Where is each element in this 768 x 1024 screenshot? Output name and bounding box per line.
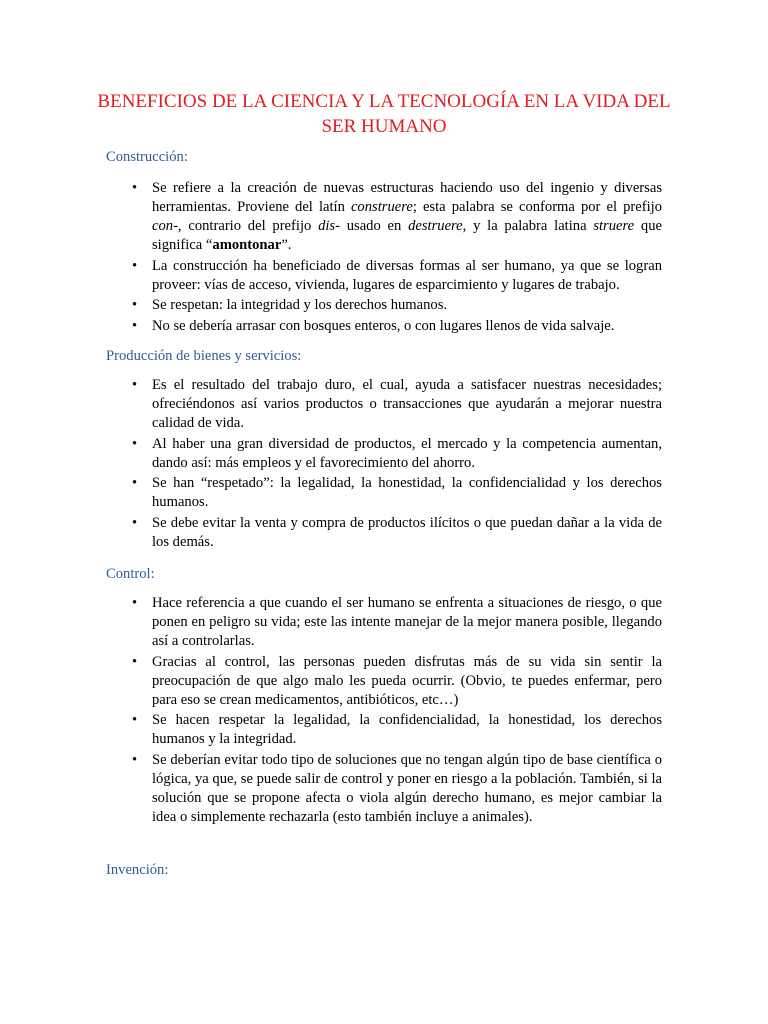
bullet-text: ; esta palabra se conforma por el prefijo	[412, 199, 662, 215]
bullet-icon: •	[132, 514, 138, 531]
bullet-item	[106, 179, 662, 255]
bullet-text: dis-	[318, 218, 340, 234]
bullet-icon: •	[132, 653, 138, 670]
bullet-item	[106, 317, 662, 336]
bullet-icon: •	[132, 435, 138, 452]
bullet-icon: •	[132, 257, 138, 274]
bullet-text: No se debería arrasar con bosques enteros, o con lugares llenos de vida salvaje.	[152, 317, 615, 334]
bullet-item	[106, 257, 662, 295]
bullet-text: Es el resultado del trabajo duro, el cual, ayuda a satisfacer nuestras necesidades; ofreciéndonos así varios productos o transacciones que ayudarán a mejorar nuestra calidad de vida.	[152, 377, 662, 431]
bullet-icon: •	[132, 595, 138, 611]
bullet-text: Se hacen respetar la legalidad, la confidencialidad, la honestidad, los derechos humanos y la integridad.	[152, 712, 662, 747]
bullet-text: Gracias al control, las personas pueden disfrutas más de su vida sin sentir la preocupación de que algo malo les pueda ocurrir. (Obvio, te puedes enfermar, pero para eso se crean medicamentos, antibióticos, etc…)	[152, 653, 662, 708]
bullet-item	[106, 514, 662, 552]
section-heading-construccion: Construcción:	[106, 149, 188, 165]
bullet-text: La construcción ha beneficiado de diversas formas al ser humano, ya que se logran proveer: vías de acceso, vivienda, lugares de esparcimiento y lugares de trabajo.	[152, 257, 662, 293]
bullet-text: struere	[593, 218, 635, 234]
section-heading-produccion: Producción de bienes y servicios:	[106, 348, 302, 364]
bullet-text: construere	[350, 199, 413, 215]
document-title: BENEFICIOS DE LA CIENCIA Y LA TECNOLOGÍA EN LA VIDA DEL SER HUMANO	[97, 91, 671, 137]
bullet-text: Al haber una gran diversidad de productos, el mercado y la competencia aumentan, dando así: más empleos y el favorecimiento del ahorro.	[152, 435, 662, 471]
bullet-icon: •	[132, 377, 138, 393]
section-heading-control: Control:	[106, 566, 155, 582]
bullet-item	[106, 296, 662, 315]
bullet-text: Se debe evitar la venta y compra de productos ilícitos o que puedan dañar a la vida de los demás.	[152, 514, 662, 550]
bullet-icon: •	[132, 317, 138, 334]
bullet-text: Hace referencia a que cuando el ser humano se enfrenta a situaciones de riesgo, o que ponen en peligro su vida; este las intente manejar de la mejor manera posible, llegando así a controlarlas.	[152, 595, 662, 649]
bullet-item	[106, 751, 662, 827]
bullet-icon: •	[132, 297, 138, 313]
bullet-text: amontonar	[212, 237, 282, 253]
bullet-item	[106, 653, 662, 710]
bullet-icon: •	[132, 751, 138, 768]
bullet-text: que significa “	[152, 218, 662, 253]
section-heading-invencion: Invención:	[106, 862, 169, 878]
bullet-icon: •	[132, 475, 138, 491]
bullet-item	[106, 474, 662, 512]
bullet-icon: •	[132, 180, 138, 196]
bullet-text: Se han “respetado”: la legalidad, la honestidad, la confidencialidad y los derechos humanos.	[152, 475, 662, 510]
bullet-text: con-,	[152, 218, 182, 234]
bullet-list-construccion	[106, 179, 662, 337]
bullet-item	[106, 435, 662, 473]
bullet-text: Se refiere a la creación de nuevas estructuras haciendo uso del ingenio y diversas herramientas. Proviene del latín	[152, 180, 662, 215]
bullet-item	[106, 594, 662, 651]
bullet-text: Se respetan: la integridad y los derechos humanos.	[152, 297, 448, 313]
bullet-item	[106, 711, 662, 749]
bullet-text: contrario del prefijo	[181, 218, 319, 234]
bullet-icon: •	[132, 712, 138, 728]
bullet-text: Se deberían evitar todo tipo de soluciones que no tengan algún tipo de base científica o lógica, ya que, se puede salir de control y poner en riesgo a la población. También, si la solución que se propone afecta o viola algún derecho humano, es mejor cambiar la idea o simplemente rechazarla (esto también incluye a animales).	[152, 751, 662, 825]
bullet-list-produccion	[106, 376, 662, 553]
bullet-item	[106, 376, 662, 433]
bullet-text: usado en	[339, 218, 409, 234]
bullet-text: ”.	[281, 237, 292, 253]
bullet-text: destruere	[408, 218, 463, 234]
bullet-list-control	[106, 594, 662, 828]
bullet-text: , y la palabra latina	[462, 218, 594, 234]
